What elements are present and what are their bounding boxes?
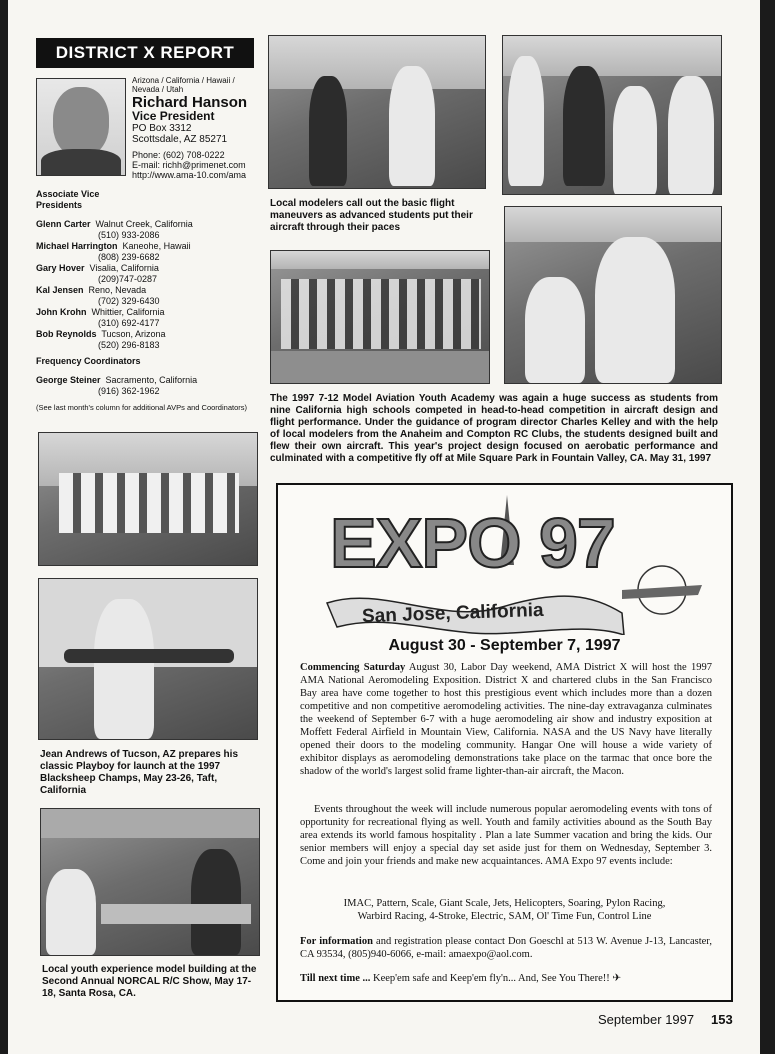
- photo-jean-andrews: [38, 578, 258, 740]
- vp-states: Arizona / California / Hawaii / Nevada / Utah: [132, 76, 235, 94]
- photo-students-plane: [502, 35, 722, 195]
- expo-paragraph-2: Events throughout the week will include numerous popular aeromodeling events with tons of opportunity for recreational flying as well. Youth and family activities abound as the South Bay area extends its world famous hospitality . Plan a late Summer vacation and bring the kids. Our senior members will enjoy a special day set aside just for them on Wednesday, September 3. Come and join your friends and make new acquaintances. AMA Expo 97 events include:: [300, 804, 712, 867]
- avp-location: Kaneohe, Hawaii: [122, 241, 191, 251]
- expo-paragraph-1-lead: Commencing Saturday: [300, 662, 406, 673]
- caption-jean: Jean Andrews of Tucson, AZ prepares his classic Playboy for launch at the 1997 Blacksheep Champs, May 23-26, Taft, California: [40, 749, 239, 796]
- expo-dates: August 30 - September 7, 1997: [388, 637, 621, 654]
- expo-location-ribbon: San Jose, California: [361, 599, 544, 628]
- avp-row: [36, 329, 166, 340]
- avp-location: Tucson, Arizona: [101, 329, 166, 339]
- caption-youth: Local youth experience model building at the Second Annual NORCAL R/C Show, May 17-18, Santa Rosa, CA.: [42, 964, 257, 999]
- coordinator-row: [36, 375, 197, 386]
- expo-contact: [300, 935, 712, 961]
- avp-name: Bob Reynolds: [36, 329, 97, 339]
- avp-phone: (808) 239-6682: [98, 252, 160, 262]
- avp-location: Reno, Nevada: [88, 285, 147, 295]
- avp-row: [36, 263, 159, 274]
- vp-email: E-mail: richh@primenet.com: [132, 160, 246, 170]
- photo-flight-callers: [268, 35, 486, 189]
- avp-location: Whittier, California: [91, 307, 165, 317]
- coordinator-note: (See last month's column for additional AVPs and Coordinators): [36, 403, 247, 412]
- avp-row: [36, 307, 165, 318]
- avp-name: John Krohn: [36, 307, 87, 317]
- frequency-heading: Frequency Coordinators: [36, 356, 141, 366]
- avp-row: [36, 285, 146, 296]
- expo-logo: [322, 495, 702, 635]
- caption-academy: The 1997 7-12 Model Aviation Youth Academy was again a huge success as students from nine California high schools competed in head-to-head competition in aircraft design and flight performance. Under the guidance of program director Charles Kelley and with the help of local modelers from the Anaheim and Compton RC Clubs, the students designed built and flew their own aircraft. This year's project design focused on aerobatic performance and culminated with a competitive fly off at Mile Square Park in Fountain Valley, CA. May 31, 1997: [270, 393, 718, 464]
- avp-name: Gary Hover: [36, 263, 85, 273]
- avp-phone: (520) 296-8183: [98, 340, 160, 350]
- expo-contact-lead: For information: [300, 936, 373, 947]
- expo-logo-text: EXPO 97: [330, 504, 615, 582]
- photo-academy-group: [270, 250, 490, 384]
- expo-paragraph-1: [300, 661, 712, 778]
- associates-heading: Associate Vice Presidents: [36, 189, 100, 210]
- photo-youth-building: [40, 808, 260, 956]
- vp-address-1: PO Box 3312: [132, 123, 192, 134]
- expo-paragraph-1-text: August 30, Labor Day weekend, AMA District X will host the 1997 AMA National Aeromodeling Exposition. District X and chartered clubs in the San Francisco Bay area have come together to host this prestigious event which includes more than a dozen competitive and non competitive aeromodeling activities. The nine-day extravaganza culminates the weekend of September 6-7 with a huge aeromodeling air show and industry exposition at Moffett Federal Airfield in Mountain View, California. NASA and the US Navy have literally opened their doors to the modeling community. Hangar One will house a wide variety of exhibitor displays as aeromodeling demonstrations take place on the tarmac that once bore the shadow of the world's largest solid frame lighter-than-air aircraft, the Macon.: [300, 662, 712, 777]
- avp-location: Visalia, California: [89, 263, 159, 273]
- coordinator-location: Sacramento, California: [105, 375, 198, 385]
- photo-student-flying: [504, 206, 722, 384]
- expo-contact-text: and registration please contact Don Goeschl at 513 W. Avenue J-13, Lancaster, CA 93534, (805)940-6066, e-mail: amaexpo@aol.com.: [300, 936, 712, 960]
- avp-phone: (510) 933-2086: [98, 230, 160, 240]
- avp-name: Glenn Carter: [36, 219, 91, 229]
- avp-location: Walnut Creek, California: [95, 219, 193, 229]
- footer-issue: September 1997: [598, 1012, 695, 1027]
- page-number: 153: [711, 1012, 733, 1027]
- expo-events-line-2: Warbird Racing, 4-Stroke, Electric, SAM, Ol' Time Fun, Control Line: [357, 911, 652, 922]
- avp-row: [36, 241, 191, 252]
- avp-phone: (702) 329-6430: [98, 296, 160, 306]
- vp-title: Vice President: [132, 109, 215, 123]
- coordinator-phone: (916) 362-1962: [98, 386, 160, 396]
- avp-phone: (209)747-0287: [98, 274, 158, 284]
- avp-name: Michael Harrington: [36, 241, 118, 251]
- vp-phone: Phone: (602) 708-0222: [132, 150, 225, 160]
- vp-portrait: [36, 78, 126, 176]
- vp-name: Richard Hanson: [132, 94, 248, 111]
- caption-flight: Local modelers call out the basic flight maneuvers as advanced students put their aircraft through their paces: [270, 198, 473, 233]
- district-banner: DISTRICT X REPORT: [36, 38, 254, 68]
- expo-signoff: [300, 972, 712, 985]
- coordinator-name: George Steiner: [36, 375, 101, 385]
- vp-website: http://www.ama-10.com/ama: [132, 170, 247, 180]
- avp-name: Kal Jensen: [36, 285, 84, 295]
- expo-events-line-1: IMAC, Pattern, Scale, Giant Scale, Jets, Helicopters, Soaring, Pylon Racing,: [343, 898, 666, 909]
- avp-phone: (310) 692-4177: [98, 318, 160, 328]
- magazine-page: [8, 0, 760, 1054]
- expo-signoff-lead: Till next time ...: [300, 973, 371, 984]
- expo-announcement: [276, 483, 733, 1002]
- expo-signoff-text: Keep'em safe and Keep'em fly'n... And, See You There!! ✈: [370, 973, 622, 984]
- avp-row: [36, 219, 193, 230]
- photo-blacksheep-field: [38, 432, 258, 566]
- vp-address-2: Scottsdale, AZ 85271: [132, 134, 228, 145]
